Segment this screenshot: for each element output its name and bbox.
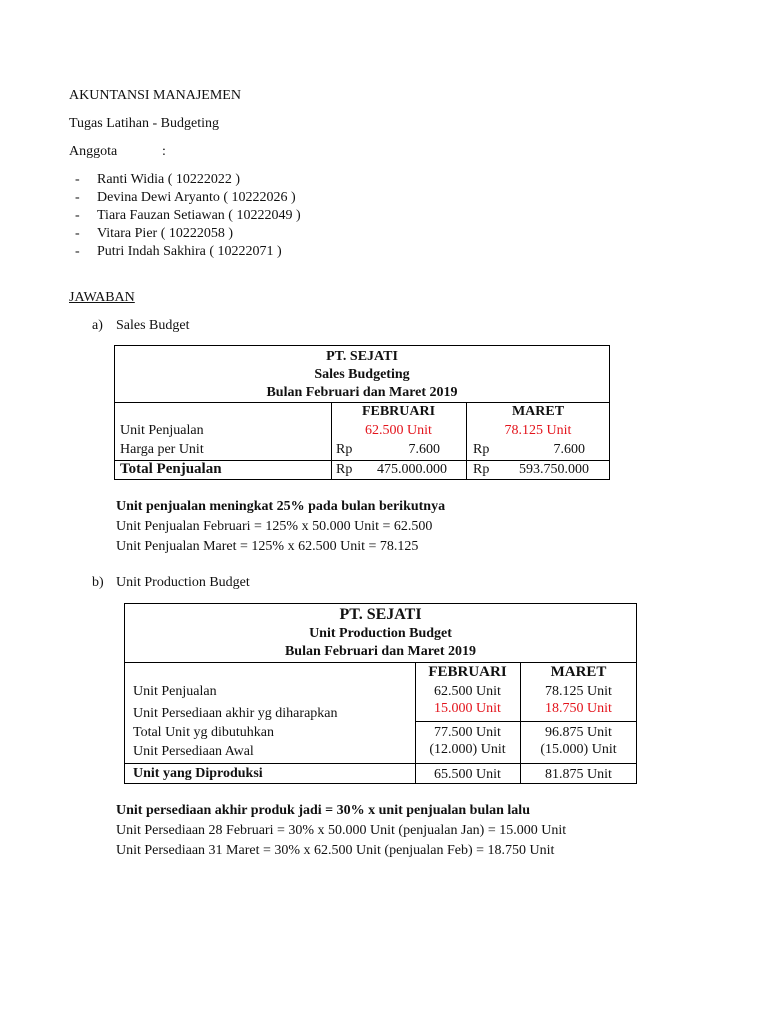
member-item: Putri Indah Sakhira ( 10222071 ) — [97, 244, 282, 259]
sales-total-mar: 593.750.000 — [519, 462, 589, 477]
member-bullet: - — [75, 190, 80, 205]
production-produced-mar: 81.875 Unit — [545, 767, 612, 782]
production-row-total-needed-label: Total Unit yg dibutuhkan — [133, 725, 274, 740]
members-label: Anggota — [69, 144, 118, 159]
sales-budget-heading: Sales Budget — [116, 318, 190, 333]
production-row-sales-label: Unit Penjualan — [133, 684, 217, 699]
currency-label: Rp — [336, 462, 353, 477]
production-col-feb: FEBRUARI — [428, 664, 507, 680]
production-begin-inventory-feb: (12.000) Unit — [429, 742, 506, 757]
production-table-company: PT. SEJATI — [339, 606, 422, 623]
sales-note-line: Unit Penjualan Maret = 125% x 62.500 Unit = 78.125 — [116, 539, 419, 554]
sales-price-feb: 7.600 — [408, 442, 440, 457]
production-budget-heading: Unit Production Budget — [116, 575, 250, 590]
member-item: Tiara Fauzan Setiawan ( 10222049 ) — [97, 208, 301, 223]
production-total-needed-mar: 96.875 Unit — [545, 725, 612, 740]
member-bullet: - — [75, 172, 80, 187]
answer-heading: JAWABAN — [69, 290, 135, 305]
production-table-title: Unit Production Budget — [309, 626, 452, 641]
member-item: Devina Dewi Aryanto ( 10222026 ) — [97, 190, 296, 205]
currency-label: Rp — [336, 442, 353, 457]
sales-row-units-label: Unit Penjualan — [120, 423, 204, 438]
production-note-title: Unit persediaan akhir produk jadi = 30% x unit penjualan bulan lalu — [116, 803, 530, 818]
member-item: Ranti Widia ( 10222022 ) — [97, 172, 241, 187]
production-row-begin-inventory-label: Unit Persediaan Awal — [133, 744, 254, 759]
member-bullet: - — [75, 244, 80, 259]
member-bullet: - — [75, 226, 80, 241]
production-table-period: Bulan Februari dan Maret 2019 — [284, 644, 477, 659]
members-colon: : — [162, 144, 166, 159]
member-bullet: - — [75, 208, 80, 223]
currency-label: Rp — [473, 462, 490, 477]
production-total-needed-feb: 77.500 Unit — [434, 725, 501, 740]
production-begin-inventory-mar: (15.000) Unit — [540, 742, 617, 757]
sales-note-line: Unit Penjualan Februari = 125% x 50.000 Unit = 62.500 — [116, 519, 433, 534]
sales-table-company: PT. SEJATI — [326, 349, 398, 364]
sales-units-mar: 78.125 Unit — [504, 423, 572, 438]
sales-col-feb: FEBRUARI — [361, 404, 436, 419]
production-note-line: Unit Persediaan 28 Februari = 30% x 50.000 Unit (penjualan Jan) = 15.000 Unit — [116, 823, 567, 838]
production-end-inventory-feb: 15.000 Unit — [434, 701, 501, 716]
currency-label: Rp — [473, 442, 490, 457]
production-note-line: Unit Persediaan 31 Maret = 30% x 62.500 Unit (penjualan Feb) = 18.750 Unit — [116, 843, 555, 858]
sales-row-total-label: Total Penjualan — [120, 461, 222, 477]
sales-note-title: Unit penjualan meningkat 25% pada bulan berikutnya — [116, 499, 446, 514]
production-produced-feb: 65.500 Unit — [434, 767, 501, 782]
sales-price-mar: 7.600 — [553, 442, 585, 457]
sales-units-feb: 62.500 Unit — [365, 423, 432, 438]
production-col-mar: MARET — [550, 664, 607, 680]
sales-table-period: Bulan Februari dan Maret 2019 — [266, 385, 458, 400]
member-item: Vitara Pier ( 10222058 ) — [97, 226, 234, 241]
production-sales-feb: 62.500 Unit — [434, 684, 501, 699]
production-end-inventory-mar: 18.750 Unit — [545, 701, 612, 716]
course-title: AKUNTANSI MANAJEMEN — [69, 88, 241, 103]
production-row-produced-label: Unit yang Diproduksi — [133, 766, 263, 781]
sales-row-price-label: Harga per Unit — [120, 442, 204, 457]
section-marker-b: b) — [92, 575, 104, 590]
section-marker-a: a) — [92, 318, 103, 333]
assignment-title: Tugas Latihan - Budgeting — [69, 116, 219, 131]
sales-col-mar: MARET — [511, 404, 565, 419]
sales-table-title: Sales Budgeting — [314, 367, 410, 382]
production-row-end-inventory-label: Unit Persediaan akhir yg diharapkan — [133, 706, 338, 721]
production-sales-mar: 78.125 Unit — [545, 684, 612, 699]
sales-total-feb: 475.000.000 — [377, 462, 447, 477]
